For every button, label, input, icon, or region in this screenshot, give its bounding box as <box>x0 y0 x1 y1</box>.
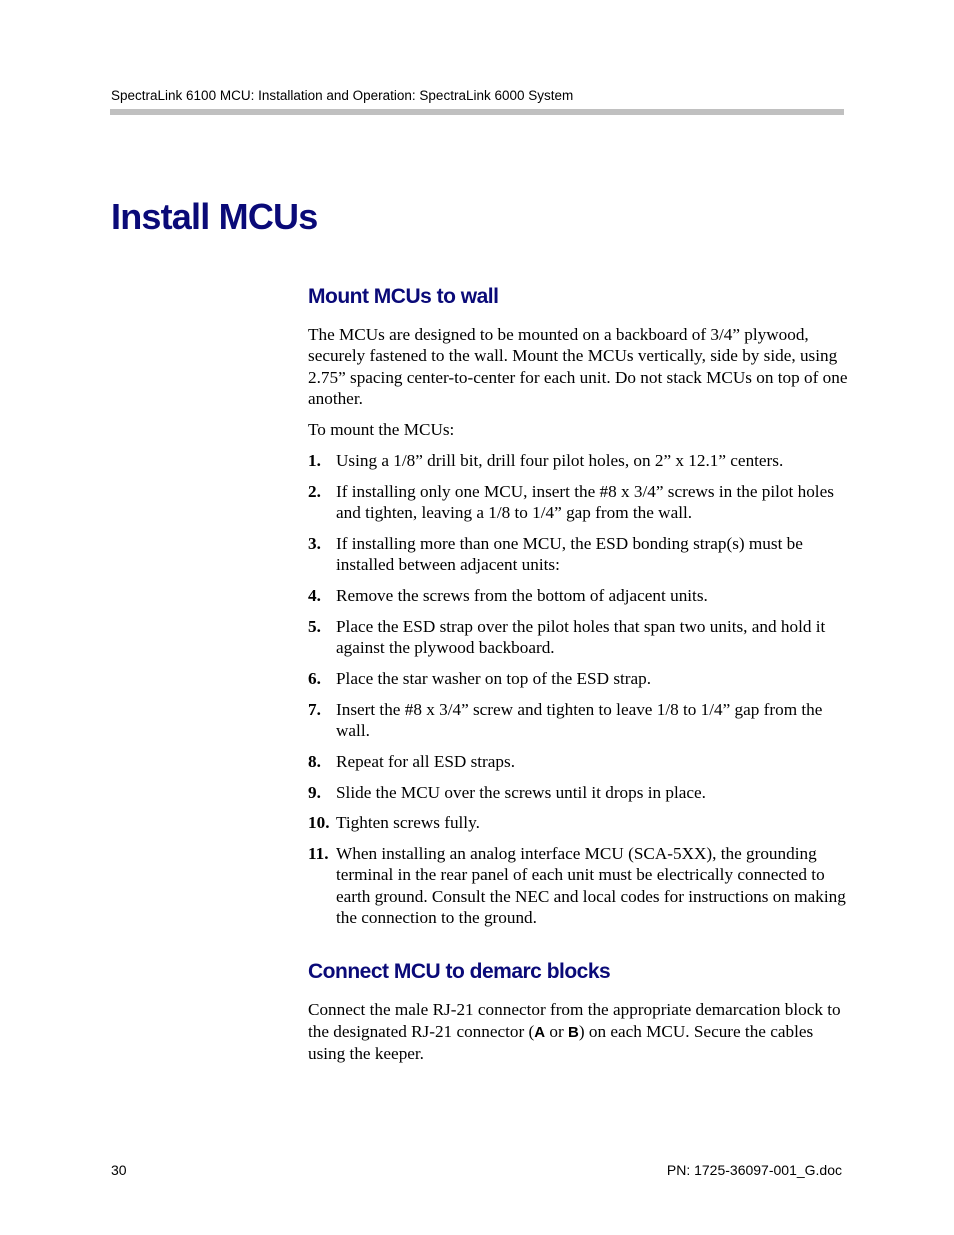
step-text: Remove the screws from the bottom of adjacent units. <box>336 585 708 605</box>
step-8 <box>308 751 848 772</box>
running-header: SpectraLink 6100 MCU: Installation and Operation: SpectraLink 6000 System <box>111 88 574 103</box>
connect-text-part1: Connect the male RJ-21 connector from the appropriate demarcation block to the designated RJ-21 connector ( <box>308 1000 841 1041</box>
step-9 <box>308 782 848 803</box>
mount-intro-paragraph: The MCUs are designed to be mounted on a backboard of 3/4” plywood, securely fastened to the wall. Mount the MCUs vertically, side by side, using 2.75” spacing center-to-center for each unit. Do not stack MCUs on top of one another. <box>308 325 848 408</box>
step-number: 9. <box>308 782 321 802</box>
step-number: 11. <box>308 844 329 864</box>
step-5 <box>308 616 848 659</box>
step-text: Place the ESD strap over the pilot holes that span two units, and hold it against the plywood backboard. <box>336 616 826 658</box>
page-number: 30 <box>111 1162 127 1178</box>
chapter-title: Install MCUs <box>111 196 318 237</box>
step-1 <box>308 450 848 471</box>
step-text: When installing an analog interface MCU (SCA-5XX), the grounding terminal in the rear panel of each unit must be electrically connected to earth ground. Consult the NEC and local codes for instructions on making the connection to the ground. <box>336 844 846 928</box>
mount-lead-in: To mount the MCUs: <box>308 420 455 440</box>
connector-b-label: B <box>568 1023 579 1041</box>
header-rule <box>110 109 844 115</box>
step-text: Slide the MCU over the screws until it drops in place. <box>336 782 706 802</box>
connect-text-part2: ) on each MCU. Secure the cables using the keeper. <box>308 1021 814 1063</box>
step-11 <box>308 843 848 928</box>
step-2 <box>308 481 848 524</box>
step-text: If installing more than one MCU, the ESD bonding strap(s) must be installed between adjacent units: <box>336 533 803 575</box>
step-number: 3. <box>308 533 321 553</box>
step-3 <box>308 533 848 576</box>
step-6 <box>308 668 848 689</box>
step-text: If installing only one MCU, insert the #8 x 3/4” screws in the pilot holes and tighten, leaving a 1/8 to 1/4” gap from the wall. <box>336 481 834 523</box>
connect-paragraph <box>308 999 848 1064</box>
step-text: Tighten screws fully. <box>336 813 480 833</box>
main-content <box>308 282 848 1064</box>
step-10 <box>308 812 848 833</box>
connect-section-heading: Connect MCU to demarc blocks <box>308 960 611 984</box>
step-text: Place the star washer on top of the ESD strap. <box>336 668 652 688</box>
mount-steps-list <box>308 450 848 928</box>
mount-section-heading: Mount MCUs to wall <box>308 285 499 308</box>
step-number: 1. <box>308 450 321 470</box>
step-number: 6. <box>308 668 321 688</box>
step-text: Using a 1/8” drill bit, drill four pilot holes, on 2” x 12.1” centers. <box>336 450 784 470</box>
step-number: 7. <box>308 699 321 719</box>
step-number: 10. <box>308 813 330 833</box>
step-number: 4. <box>308 585 321 605</box>
step-7 <box>308 699 848 742</box>
step-text: Repeat for all ESD straps. <box>336 751 515 771</box>
step-text: Insert the #8 x 3/4” screw and tighten to leave 1/8 to 1/4” gap from the wall. <box>336 699 823 740</box>
connector-a-label: A <box>534 1023 546 1041</box>
connect-text-or: or <box>545 1021 568 1041</box>
document-id: PN: 1725-36097-001_G.doc <box>666 1162 842 1178</box>
step-number: 5. <box>308 616 321 636</box>
step-4 <box>308 585 848 606</box>
step-number: 2. <box>308 481 321 501</box>
step-number: 8. <box>308 751 321 771</box>
